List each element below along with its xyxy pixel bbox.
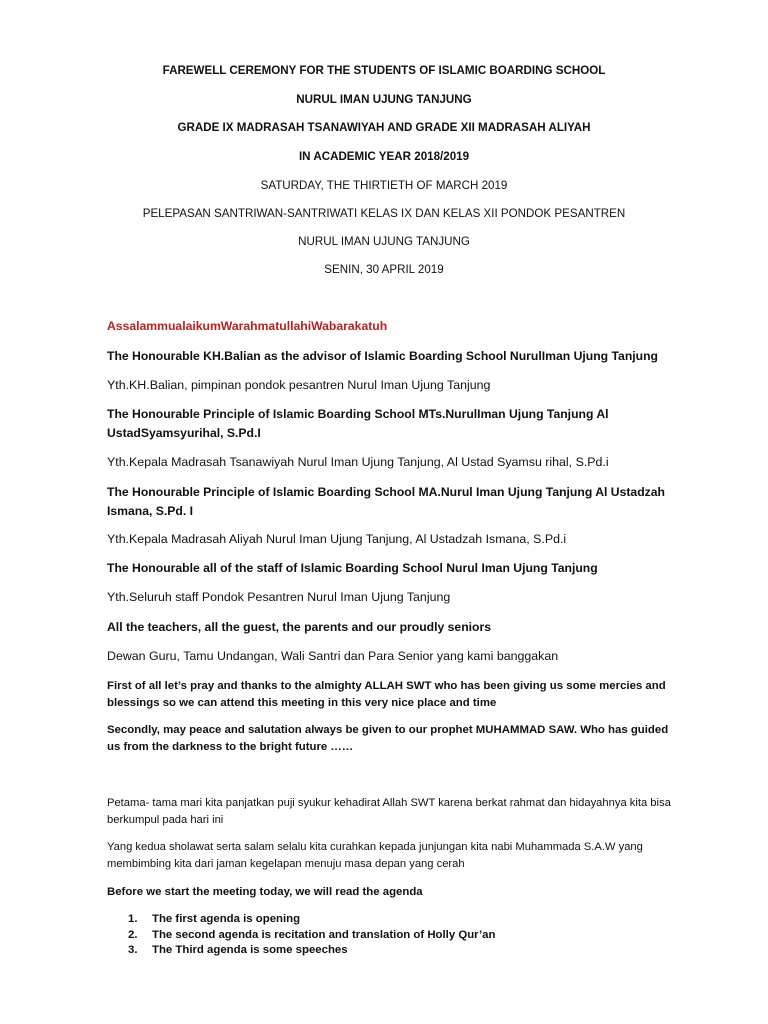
paragraph-advisor-en: The Honourable KH.Balian as the advisor of Islamic Boarding School NurulIman Ujung Tanjung <box>107 349 658 363</box>
title-line-indonesian-1: PELEPASAN SANTRIWAN-SANTRIWATI KELAS IX DAN KELAS XII PONDOK PESANTREN <box>142 207 626 220</box>
agenda-item: 2. The second agenda is recitation and translation of Holly Qur’an <box>128 928 496 941</box>
paragraph-prayer-id: Petama- tama mari kita panjatkan puji syukur kehadirat Allah SWT karena berkat rahmat dan hidayahnya kita bisa berkumpul pada hari ini <box>107 797 671 826</box>
greeting: AssalammualaikumWarahmatullahiWabarakatuh <box>107 319 388 333</box>
paragraph-advisor-id: Yth.KH.Balian, pimpinan pondok pesantren Nurul Iman Ujung Tanjung <box>107 378 491 392</box>
paragraph-teachers-en: All the teachers, all the guest, the parents and our proudly seniors <box>107 620 491 634</box>
agenda-list <box>128 912 495 959</box>
paragraph-ma-principal-en: The Honourable Principle of Islamic Boarding School MA.Nurul Iman Ujung Tanjung Al Ustadzah Ismana, S.Pd. I <box>107 485 665 518</box>
paragraph-staff-id: Yth.Seluruh staff Pondok Pesantren Nurul Iman Ujung Tanjung <box>107 590 451 604</box>
paragraph-mts-principal-en: The Honourable Principle of Islamic Boarding School MTs.NurulIman Ujung Tanjung Al UstadSyamsyurihal, S.Pd.I <box>107 407 609 440</box>
paragraph-salutation-id: Yang kedua sholawat serta salam selalu kita curahkan kepada junjungan kita nabi Muhammada S.A.W yang membimbing kita dari jaman kegelapan menuju masa depan yang cerah <box>107 841 643 870</box>
date-line-indonesian: SENIN, 30 APRIL 2019 <box>324 263 444 276</box>
paragraph-teachers-id: Dewan Guru, Tamu Undangan, Wali Santri dan Para Senior yang kami banggakan <box>107 649 559 663</box>
title-line-3: GRADE IX MADRASAH TSANAWIYAH AND GRADE XII MADRASAH ALIYAH <box>177 121 591 134</box>
paragraph-agenda-intro: Before we start the meeting today, we will read the agenda <box>107 886 423 898</box>
paragraph-staff-en: The Honourable all of the staff of Islamic Boarding School Nurul Iman Ujung Tanjung <box>107 561 598 575</box>
title-line-indonesian-2: NURUL IMAN UJUNG TANJUNG <box>298 235 470 248</box>
title-line-1: FAREWELL CEREMONY FOR THE STUDENTS OF ISLAMIC BOARDING SCHOOL <box>162 64 606 77</box>
title-line-4: IN ACADEMIC YEAR 2018/2019 <box>298 150 470 163</box>
paragraph-ma-principal-id: Yth.Kepala Madrasah Aliyah Nurul Iman Ujung Tanjung, Al Ustadzah Ismana, S.Pd.i <box>107 532 567 546</box>
agenda-item: 1. The first agenda is opening <box>128 913 301 925</box>
paragraph-mts-principal-id: Yth.Kepala Madrasah Tsanawiyah Nurul Iman Ujung Tanjung, Al Ustad Syamsu rihal, S.Pd.i <box>107 455 609 469</box>
paragraph-prayer-en: First of all let’s pray and thanks to the almighty ALLAH SWT who has been giving us some mercies and blessings so we can attend this meeting in this very nice place and time <box>107 680 666 709</box>
title-line-2: NURUL IMAN UJUNG TANJUNG <box>296 93 472 106</box>
date-line-english: SATURDAY, THE THIRTIETH OF MARCH 2019 <box>260 179 508 192</box>
paragraph-salutation-en: Secondly, may peace and salutation always be given to our prophet MUHAMMAD SAW. Who has guided us from the darkness to the bright future …… <box>107 724 669 753</box>
agenda-item: 3. The Third agenda is some speeches <box>128 944 348 956</box>
